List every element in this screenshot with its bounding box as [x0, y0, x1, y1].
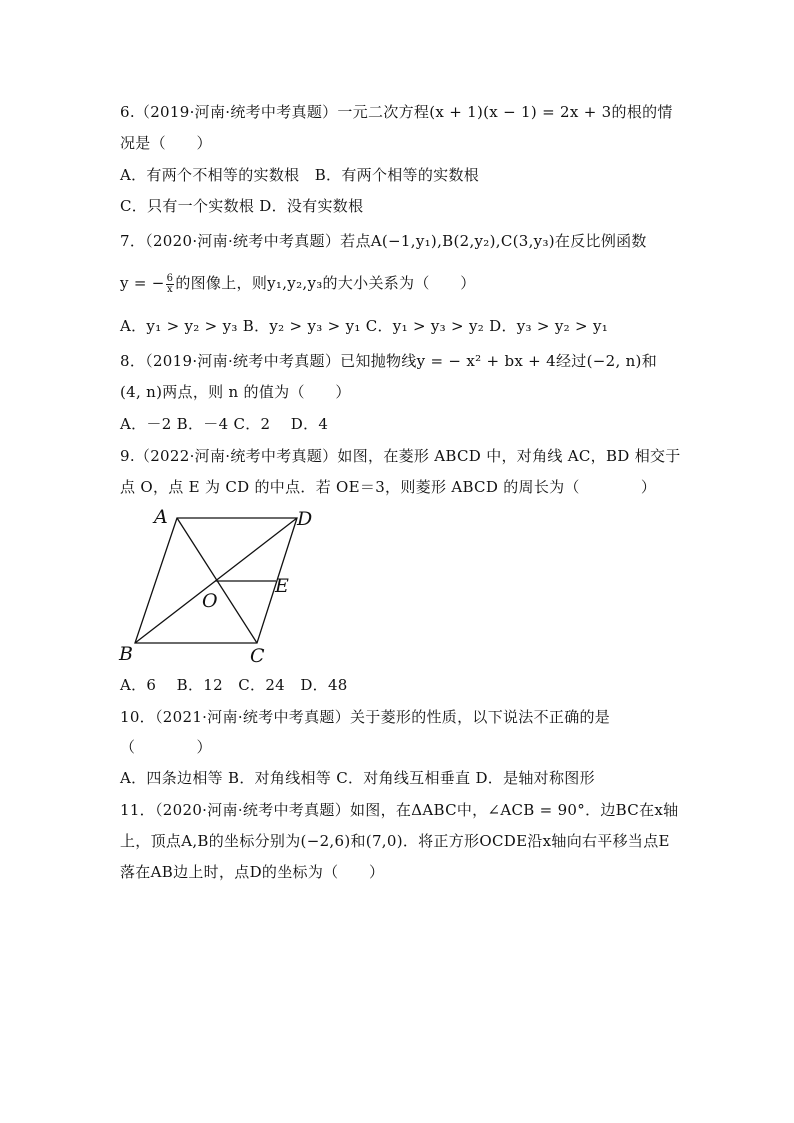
q11-coord-a: (−2,6) [300, 832, 351, 850]
q11-text-k: 边上时，点 [173, 863, 250, 881]
q11-text-i: 轴向右平移当点 [551, 832, 659, 850]
q11-stem-line3 [120, 862, 384, 882]
q8-point2: (4, n) [120, 383, 163, 401]
q8-stem-end: 两点，则 n 的值为（ ） [162, 383, 351, 401]
q8-parabola: y = − x² + bx + 4 [416, 352, 556, 370]
q11-triangle: ΔABC [411, 801, 457, 819]
q6-stem-text: 6.（2019·河南·统考中考真题）一元二次方程 [120, 103, 430, 121]
q8-options: A．－2 B．－4 C．2 D．4 [120, 415, 329, 433]
q7-vars: y₁,y₂,y₃ [267, 274, 323, 292]
label-d: D [297, 508, 313, 530]
label-e: E [275, 575, 289, 597]
q6-stem-line1 [120, 102, 673, 122]
label-a: A [154, 506, 168, 528]
q11-and: 和 [350, 832, 366, 850]
q11-text-c: 在 [639, 801, 655, 819]
q11-text-d: 轴 [663, 801, 679, 819]
rhombus-figure [110, 500, 340, 665]
q6-stem-suffix: 的根的情 [611, 103, 673, 121]
q11-text-g: ．将正方形 [402, 832, 480, 850]
q7-stem-line2 [120, 273, 476, 295]
q9-options: A．6 B．12 C．24 D．48 [120, 676, 348, 694]
q11-ab-edge: AB [150, 863, 174, 881]
q9-stem-line2: 点 O，点 E 为 CD 的中点．若 OE＝3，则菱形 ABCD 的周长为（ ） [120, 478, 657, 496]
q7-stem-line1 [120, 231, 647, 251]
q11-text-e: 上，顶点 [120, 832, 182, 850]
q10-stem-line1: 10．（2021·河南·统考中考真题）关于菱形的性质，以下说法不正确的是 [120, 708, 611, 726]
q11-coord-b: (7,0) [365, 832, 403, 850]
q6-equation: (x + 1)(x − 1) = 2x + 3 [429, 103, 612, 121]
q8-stem-line1 [120, 351, 657, 371]
q7-options: A．y₁ > y₂ > y₃ B．y₂ > y₃ > y₁ C．y₁ > y₃ > y₂ D．y₃ > y₂ > y₁ [120, 317, 609, 335]
q9-stem-line1: 9.（2022·河南·统考中考真题）如图，在菱形 ABCD 中，对角线 AC，BD 相交于 [120, 447, 681, 465]
q11-point-d: D [249, 863, 262, 881]
q11-x-axis-2: x [542, 832, 552, 850]
q7-stem-mid: 的图像上，则 [175, 274, 268, 292]
q7-points: A(−1,y₁),B(2,y₂),C(3,y₃) [370, 232, 555, 250]
q11-text-a: 中， [456, 801, 488, 819]
q11-ab: A,B [181, 832, 209, 850]
q7-function-lhs: y = − [120, 274, 165, 292]
q7-stem-end: 的大小关系为（ ） [322, 274, 476, 292]
q8-stem-text: 8．（2019·河南·统考中考真题）已知抛物线 [120, 352, 417, 370]
q11-text-f: 的坐标分别为 [208, 832, 301, 850]
q6-stem-line2: 况是（ ） [120, 134, 212, 152]
label-b: B [119, 643, 133, 665]
q11-stem-text: 11．（2020·河南·统考中考真题）如图，在 [120, 801, 412, 819]
q7-stem-suffix: 在反比例函数 [554, 232, 647, 250]
q7-fraction-denominator: x [167, 283, 173, 295]
q11-text-l: 的坐标为（ ） [261, 863, 385, 881]
q11-point-e: E [658, 832, 670, 850]
label-c: C [250, 645, 265, 665]
q7-fraction [166, 274, 175, 295]
q6-options-cd: C．只有一个实数根 D．没有实数根 [120, 197, 364, 215]
q7-stem-text: 7．（2020·河南·统考中考真题）若点 [120, 232, 371, 250]
q8-stem-mid: 经过 [555, 352, 587, 370]
q11-bc: BC [615, 801, 640, 819]
q11-text-j: 落在 [120, 863, 151, 881]
q8-and: 和 [641, 352, 658, 370]
q11-stem-line1 [120, 800, 678, 820]
q11-square: OCDE [479, 832, 528, 850]
q8-point1: (−2, n) [586, 352, 642, 370]
q11-text-b: ．边 [585, 801, 616, 819]
q8-stem-line2 [120, 382, 351, 402]
q11-text-h: 沿 [527, 832, 543, 850]
q11-angle: ∠ACB = 90° [487, 801, 586, 819]
q10-stem-line2: （ ） [120, 738, 212, 756]
q7-fraction-numerator: 6 [166, 272, 174, 284]
q10-options: A．四条边相等 B．对角线相等 C．对角线互相垂直 D．是轴对称图形 [120, 769, 595, 787]
label-o: O [202, 590, 218, 612]
q11-stem-line2 [120, 831, 670, 851]
q11-x-axis-1: x [654, 801, 664, 819]
q6-options-ab: A．有两个不相等的实数根 B．有两个相等的实数根 [120, 166, 480, 184]
